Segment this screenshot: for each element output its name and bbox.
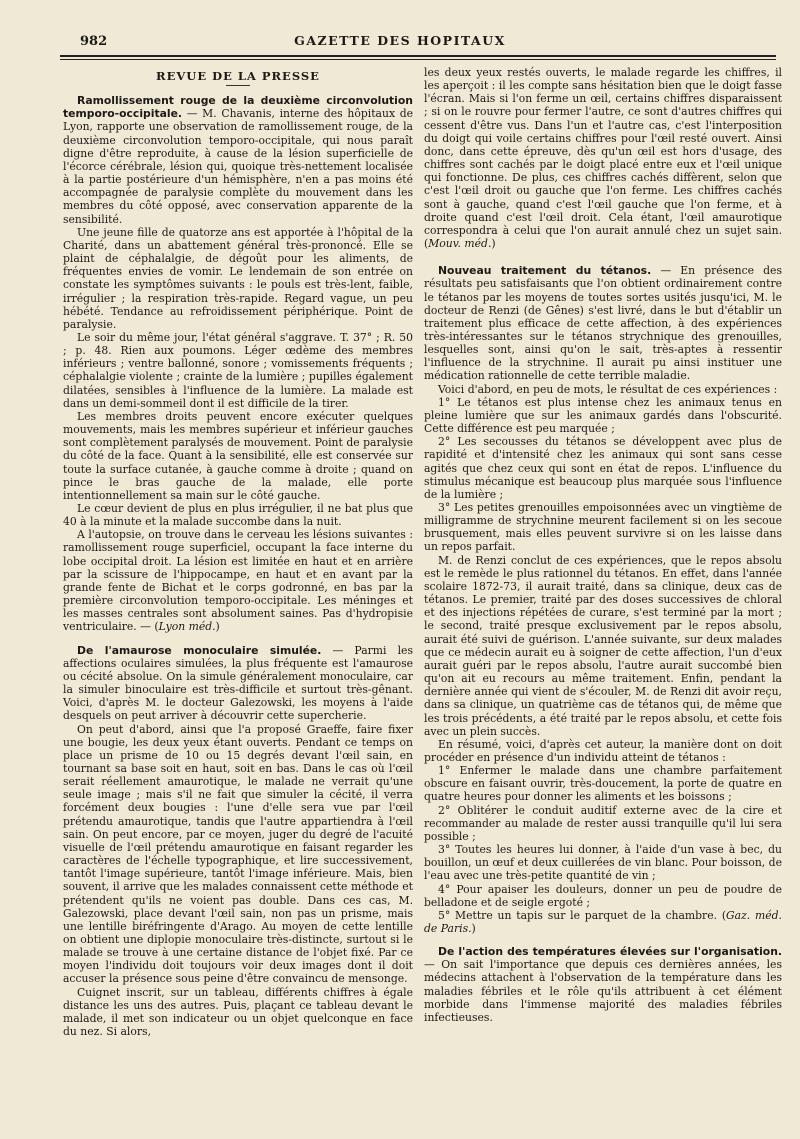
paragraph [63, 528, 413, 633]
paragraph-text: les deux yeux restés ouverts, le malade regarde les chiffres, il les aperçoit : il les compte sans hésitation bien que le doigt fasse l'écran. Mais si l'on ferme un œil, certains chiffres disparaissent ; si on le rouvre pour fermer l'autre, ce sont d'autres chiffres qui cessent d'être vus. Dans l'un et l'autre cas, c'est l'interposition du doigt qui voile certains chiffres pour l'œil resté ouvert. Ainsi donc, dans cette épreuve, dès qu'un œil est hors d'usage, des chiffres sont cachés par le doigt placé entre eux et l'œil unique qui fonctionne. De plus, ces chiffres cachés diffèrent, selon que c'est l'œil droit ou gauche que l'on ferme. Les chiffres cachés sont à gauche, quand c'est l'œil gauche que l'on ferme, et à droite quand c'est l'œil droit. Cela étant, l'œil amaurotique correspondra à celui que l'on aurait annulé chez un sujet sain. ( [424, 66, 782, 251]
article-gap [424, 250, 782, 264]
section-title-rule [226, 85, 250, 86]
article-tetanos-intro [424, 264, 782, 382]
article-heading: De l'amaurose monoculaire simulée. [77, 643, 322, 657]
paragraph: On peut d'abord, ainsi que l'a proposé Graeffe, faire fixer une bougie, les deux yeux étant ouverts. Pendant ce temps on place un prisme de 10 ou 15 degrés devant l'œil sain, en tournant sa base soit en haut, soit en bas. Dans le cas où l'œil serait réellement amaurotique, le malade ne verrait qu'une seule image ; mais s'il ne fait que simuler la cécité, il verra forcément deux bougies : l'une d'elle sera vue par l'œil prétendu amaurotique, tandis que l'autre appartiendra à l'œil sain. On peut encore, par ce moyen, juger du degré de l'acuité visuelle de l'œil prétendu amaurotique en faisant regarder les caractères de l'échelle typographique, et lire successivement, tantôt l'image supérieure, tantôt l'image inférieure. Mais, bien souvent, il arrive que les malades connaissent cette méthode et prétendent qu'ils ne voient pas double. Dans ces cas, M. Galezowski, place devant l'œil sain, non pas un prisme, mais une lentille biréfringente d'Arago. Au moyen de cette lentille on obtient une diplopie monoculaire très-distincte, surtout si le malade se trouve à une certaine distance de l'objet fixé. Par ce moyen l'individu doit toujours voir deux images dont il doit accuser la présence sous peine d'être convaincu de mensonge. [63, 722, 413, 986]
list-item [424, 909, 782, 935]
paragraph: M. de Renzi conclut de ces expériences, que le repos absolu est le remède le plus rationnel du tétanos. En effet, dans l'année scolaire 1872-73, il aurait traité, dans sa clinique, deux cas de tétanos. Le premier, traité par des doses successives de chloral et des injections répétées de curare, s'est terminé par la mort ; le second, traité presque exclusivement par le repos absolu, aurait été suivi de guérison. L'année suivante, sur deux malades que ce médecin aurait eu à soigner de cette affection, l'un d'eux aurait guéri par le repos absolu, l'autre aurait succombé bien qu'on ait eu recours au même traitement. Enfin, pendant la dernière année qui vient de s'écouler, M. de Renzi dit avoir reçu, dans sa clinique, un quatrième cas de tétanos qui, de même que les trois précédents, a été traité par le repos absolu, et cette fois avec un plein succès. [424, 553, 782, 738]
paragraph-text: — Parmi les affections oculaires simulées, la plus fréquente est l'amaurose ou cécité absolue. On la simule généralement monoculaire, car la simuler binoculaire est très-difficile et surtout très-gênant. Voici, d'après M. le docteur Galezowski, les moyens à l'aide desquels on peut arriver à découvrir cette supercherie. [63, 643, 413, 723]
header-rule-thick [60, 55, 776, 57]
paragraph: Cuignet inscrit, sur un tableau, différents chiffres à égale distance les uns des autres. Puis, plaçant ce tableau devant le malade, il met son indicateur ou un objet quelconque en face du nez. Si alors, [63, 985, 413, 1039]
paragraph-text: ) [215, 620, 220, 634]
source-citation: Mouv. méd. [428, 237, 492, 251]
left-column [63, 66, 413, 1126]
article-amaurose-intro [63, 644, 413, 723]
paragraph: Le soir du même jour, l'état général s'aggrave. T. 37° ; R. 50 ; p. 48. Rien aux poumons. Léger œdème des membres inférieurs ; ventre ballonné, sonore ; vomissements fréquents ; céphalalgie violente ; crainte de la lumière ; pupilles également dilatées, sensibles à l'influence de la lumière. La malade est dans un demi-sommeil dont il est difficile de la tirer. [63, 330, 413, 410]
paragraph-continued [424, 66, 782, 250]
article-heading: Ramollissement rouge de la deuxième circonvolution temporo-occipitale. [63, 94, 413, 121]
source-citation: Gaz. méd. de Paris. [424, 908, 782, 935]
paragraph-text: — On sait l'importance que depuis ces dernières années, les médecins attachent à l'observation de la température dans les maladies fébriles et le rôle qu'ils attribuent à cet élément morbide dans l'immense majorité des maladies fébriles infectieuses. [424, 958, 782, 1024]
article-gap [63, 634, 413, 644]
list-item: 1° Enfermer le malade dans une chambre parfaitement obscure en faisant ouvrir, très-doucement, la porte de quatre en quatre heures pour donner les aliments et les boissons ; [424, 764, 782, 804]
paragraph-text: A l'autopsie, on trouve dans le cerveau les lésions suivantes : ramollissement rouge superficiel, occupant la face interne du lobe occipital droit. La lésion est limitée en haut et en arrière par la scissure de l'hippocampe, en haut et en avant par la grande fente de Bichat et le corps godronné, en bas par la première circonvolution temporo-occipitale. Les méninges et les masses centrales sont absolument saines. Pas d'hydropisie ventriculaire. — ( [63, 528, 413, 634]
article-heading: De l'action des températures élevées sur l'organisation. [438, 945, 782, 959]
article-heading: Nouveau traitement du tétanos. [438, 264, 652, 278]
paragraph: Les membres droits peuvent encore exécuter quelques mouvements, mais les membres supérieur et inférieur gauches sont complètement paralysés de mouvement. Point de paralysie du côté de la face. Quant à la sensibilité, elle est conservée sur toute la surface cutanée, à gauche comme à droite ; quand on pince le bras gauche de la malade, elle porte intentionnellement sa main sur le côté gauche. [63, 409, 413, 502]
list-item: 2° Oblitérer le conduit auditif externe avec de la cire et recommander au malade de rester aussi tranquille qu'il lui sera possible ; [424, 803, 782, 843]
list-item: 3° Les petites grenouilles empoisonnées avec un vingtième de milligramme de strychnine meurent facilement si on les secoue brusquement, mais elles peuvent survivre si on les laisse dans un repos parfait. [424, 501, 782, 554]
list-item: 4° Pour apaiser les douleurs, donner un peu de poudre de belladone et de seigle ergoté ; [424, 882, 782, 909]
paragraph: En résumé, voici, d'après cet auteur, la manière dont on doit procéder en présence d'un individu atteint de tétanos : [424, 737, 782, 764]
paragraph: Voici d'abord, en peu de mots, le résultat de ces expériences : [438, 382, 778, 396]
right-column [424, 66, 782, 1126]
page-number: 982 [80, 34, 108, 49]
source-citation: Lyon méd. [158, 620, 216, 634]
list-item: 2° Les secousses du tétanos se développent avec plus de rapidité et d'intensité chez les animaux qui sont sans cesse agités que chez ceux qui sont en état de repos. L'influence du stimulus mécanique est beaucoup plus marquée sous l'influence de la lumière ; [424, 435, 782, 501]
article-gap [424, 935, 782, 945]
paragraph: Le cœur devient de plus en plus irrégulier, il ne bat plus que 40 à la minute et la malade succombe dans la nuit. [63, 502, 413, 529]
header-rule-thin [60, 59, 776, 60]
article-ramollissement-intro [63, 94, 413, 226]
paragraph-text: ) [491, 237, 496, 251]
list-item: 1° Le tétanos est plus intense chez les animaux tenus en pleine lumière que sur les animaux gardés dans l'obscurité. Cette différence est peu marquée ; [424, 395, 782, 436]
paragraph-text: — M. Chavanis, interne des hôpitaux de Lyon, rapporte une observation de ramollissement rouge, de la deuxième circonvolution temporo-occipitale, qui nous paraît digne d'être reproduite, à cause de la lésion superficielle de l'écorce cérébrale, lésion qui, quoique très-nettement localisée à la partie postérieure d'un hémisphère, n'en a pas moins été accompagnée de paralysie complète du mouvement dans les membres du côté opposé, avec conservation apparente de la sensibilité. [63, 107, 413, 226]
paragraph-text: ) [471, 922, 476, 935]
paragraph-text: — En présence des résultats peu satisfaisants que l'on obtient ordinairement contre le tétanos par les moyens de toutes sortes usités jusqu'ici, M. le docteur de Renzi (de Gênes) s'est livré, dans le but d'établir un traitement plus efficace de cette affection, à des expériences très-intéressantes sur le tétanos strychnique des grenouilles, lesquelles sont, ainsi qu'on le sait, très-aptes à ressentir l'influence de la strychnine. Il aurait pu ainsi instituer une médication rationnelle de cette terrible maladie. [424, 264, 782, 383]
paragraph: Une jeune fille de quatorze ans est apportée à l'hôpital de la Charité, dans un abattement général très-prononcé. Elle se plaint de céphalalgie, de dégoût pour les aliments, de fréquentes envies de vomir. Le lendemain de son entrée on constate les symptômes suivants : le pouls est très-lent, faible, irrégulier ; la respiration très-rapide. Regard vague, un peu hébété. Tendance au refroidissement périphérique. Point de paralysie. [63, 225, 413, 331]
article-temperatures-intro [424, 945, 782, 1024]
section-title: REVUE DE LA PRESSE [156, 69, 320, 83]
running-title: GAZETTE DES HOPITAUX [294, 33, 506, 48]
paragraph-text: 5° Mettre un tapis sur le parquet de la chambre. ( [438, 908, 727, 922]
list-item: 3° Toutes les heures lui donner, à l'aide d'un vase à bec, du bouillon, un œuf et deux cuillerées de vin blanc. Pour boisson, de l'eau avec une très-petite quantité de vin ; [424, 843, 782, 883]
